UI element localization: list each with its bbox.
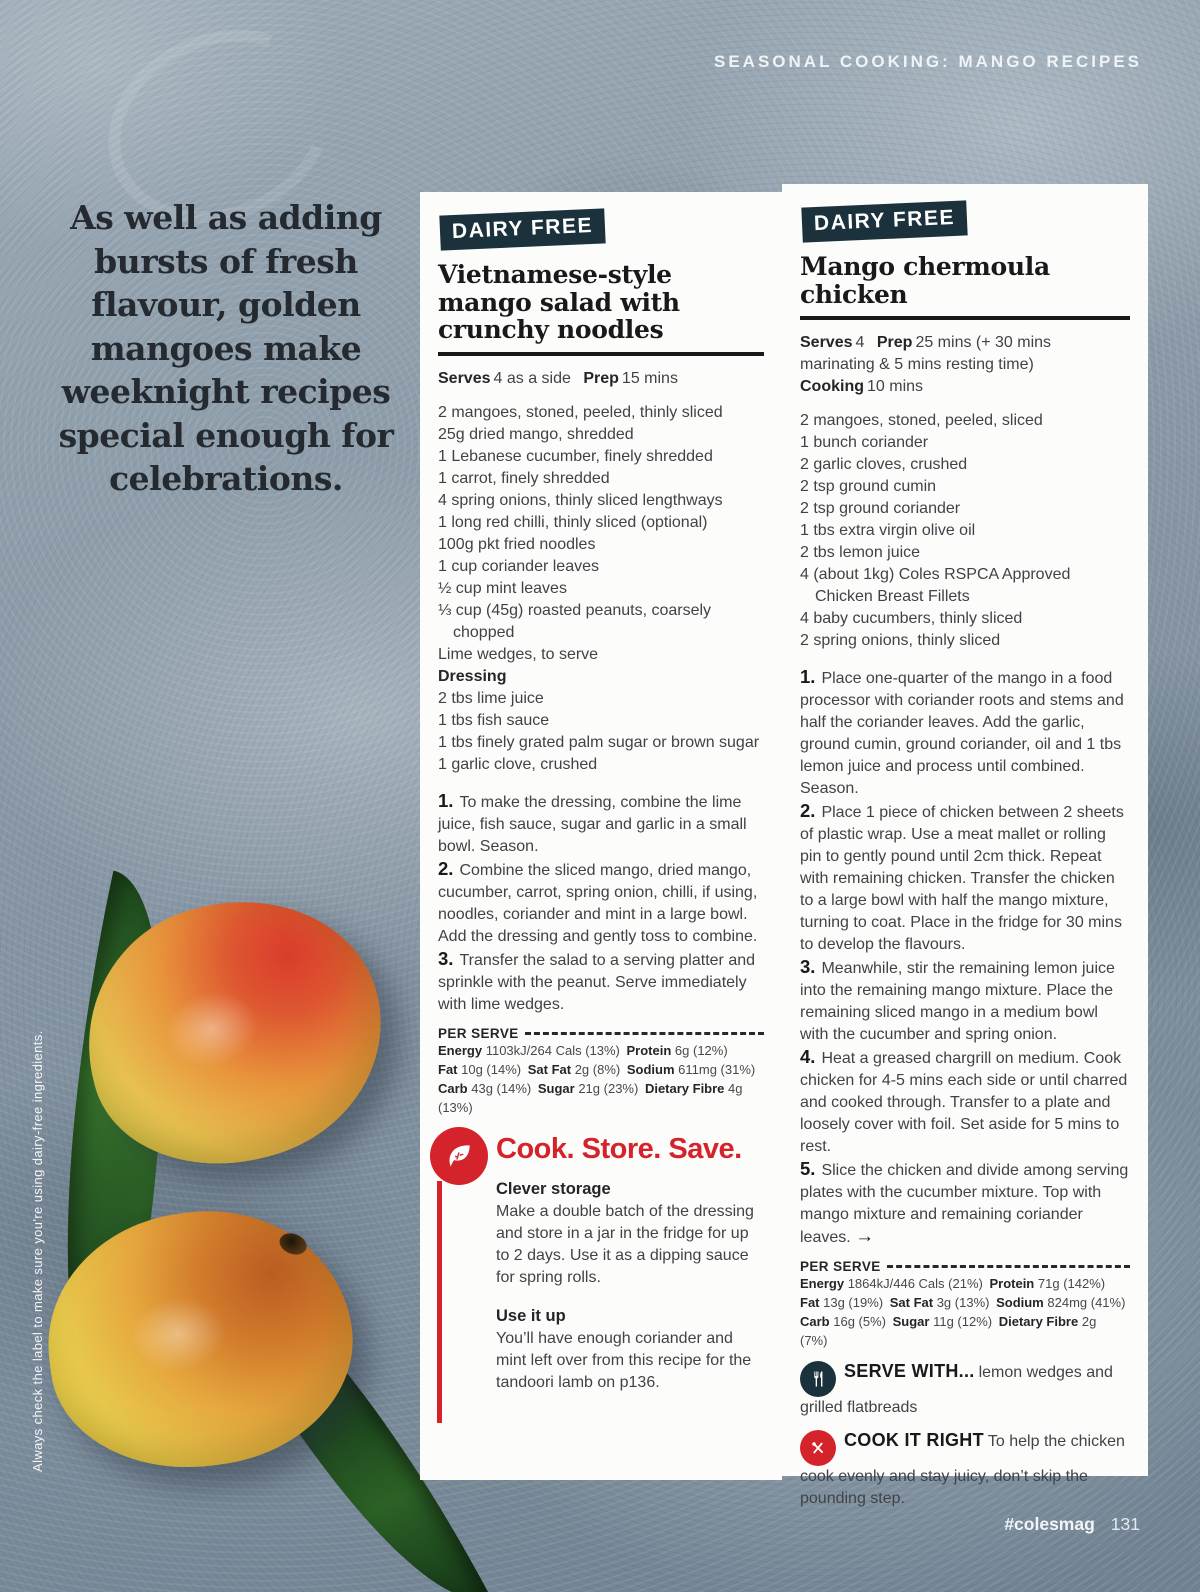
- ingredient: 1 cup coriander leaves: [438, 557, 599, 575]
- step-number: 2.: [800, 800, 816, 821]
- cook-it-right-label: COOK IT RIGHT: [844, 1430, 984, 1450]
- step-number: 4.: [800, 1046, 816, 1067]
- step-number: 3.: [438, 947, 454, 969]
- nutrient-label: Dietary Fibre: [644, 1080, 725, 1096]
- meta-label: Serves: [800, 334, 853, 351]
- nutrition-line: [438, 1041, 764, 1060]
- step-number: 5.: [800, 1158, 816, 1179]
- nutrient-value: 1864kJ/446 Cals (21%): [847, 1276, 983, 1291]
- meta-label: Prep: [583, 369, 619, 387]
- hashtag: #colesmag: [1004, 1514, 1095, 1534]
- nutrient-value: 13g (19%): [823, 1295, 884, 1310]
- section-kicker: SEASONAL COOKING: MANGO RECIPES: [714, 52, 1142, 71]
- mango-highlight: [140, 967, 284, 1092]
- ingredient: 2 mangoes, stoned, peeled, sliced: [800, 412, 1043, 429]
- ingredient: 2 tsp ground cumin: [800, 478, 937, 495]
- method-step: [800, 666, 1130, 800]
- recipe-meta: [438, 368, 764, 390]
- title-rule: [800, 316, 1130, 320]
- ingredient: 100g pkt fried noodles: [438, 535, 596, 553]
- meta-value: 15 mins: [621, 369, 678, 387]
- nutrient-label: Sodium: [626, 1061, 675, 1077]
- meta-value: 10 mins: [867, 378, 924, 395]
- recipe-card-chermoula-chicken: [782, 184, 1148, 1507]
- tip-body: Make a double batch of the dressing and store in a jar in the fridge for up to 2 days. Use it as a dipping sauce for spring rolls.: [496, 1202, 754, 1286]
- dashed-rule: [887, 1265, 1130, 1268]
- ingredient-subheading: Dressing: [438, 667, 507, 685]
- nutrient-label: Sugar: [892, 1314, 930, 1329]
- meta-value: 4: [855, 334, 865, 351]
- per-serve-label: PER SERVE: [800, 1259, 881, 1274]
- nutrient-value: 11g (12%): [933, 1314, 993, 1329]
- ingredient: ⅓ cup (45g) roasted peanuts, coarsely chopped: [438, 601, 712, 641]
- meta-label: Prep: [876, 334, 913, 351]
- title-rule: [438, 352, 764, 356]
- ingredient: 1 Lebanese cucumber, finely shredded: [438, 447, 713, 465]
- step-number: 2.: [438, 857, 454, 879]
- per-serve-heading: [438, 1026, 764, 1041]
- intro-text: As well as adding bursts of fresh flavour, golden mangoes make weeknight recipes special enough for celebrations.: [58, 198, 394, 499]
- ingredient: 4 (about 1kg) Coles RSPCA Approved Chicken Breast Fillets: [800, 566, 1071, 605]
- ingredient: 25g dried mango, shredded: [438, 425, 634, 443]
- nutrition-panel: [438, 1026, 764, 1117]
- page-number: 131: [1110, 1514, 1140, 1534]
- step-text: To make the dressing, combine the lime juice, fish sauce, sugar and garlic in a small bowl. Season.: [438, 793, 747, 855]
- nutrition-line: [800, 1274, 1130, 1293]
- nutrition-line: [438, 1060, 764, 1079]
- nutrient-value: 6g (12%): [674, 1042, 728, 1058]
- meta-value: 25 mins (+ 30 mins marinating & 5 mins resting time): [800, 334, 1052, 373]
- ingredient: 2 tsp ground coriander: [800, 500, 961, 517]
- serve-with-label: SERVE WITH...: [844, 1361, 975, 1381]
- per-serve-heading: [800, 1259, 1130, 1274]
- ingredient: 1 tbs finely grated palm sugar or brown sugar: [438, 733, 760, 751]
- clever-storage-section: [496, 1180, 764, 1289]
- ingredient: 2 tbs lemon juice: [800, 544, 921, 561]
- nutrient-label: Carb: [438, 1080, 468, 1096]
- crossed-utensils-icon: [800, 1430, 836, 1466]
- recipe-title: Vietnamese-style mango salad with crunchy noodles: [438, 260, 680, 344]
- step-text: Place one-quarter of the mango in a food processor with coriander roots and stems and half the coriander leaves. Add the garlic, ground cumin, ground coriander, oil and 1 tbs lemon juice and process until combined. Season.: [800, 670, 1124, 797]
- recipe-meta: [800, 332, 1130, 398]
- nutrient-value: 4g (13%): [438, 1080, 743, 1115]
- ingredient: 4 spring onions, thinly sliced lengthways: [438, 491, 723, 509]
- step-text: Transfer the salad to a serving platter and sprinkle with the peanut. Serve immediately with lime wedges.: [438, 951, 756, 1013]
- nutrition-panel: [800, 1259, 1130, 1350]
- mango-highlight: [109, 1278, 247, 1389]
- ingredient: 1 carrot, finely shredded: [438, 469, 610, 487]
- page-footer: [1004, 1514, 1140, 1535]
- serve-with-note: [800, 1360, 1130, 1419]
- nutrient-value: 1103kJ/264 Cals (13%): [485, 1042, 620, 1058]
- ingredient: 2 tbs lime juice: [438, 689, 544, 707]
- meta-label: Cooking: [800, 378, 864, 395]
- recipe-title: Mango chermoula chicken: [800, 252, 1050, 309]
- step-text: Place 1 piece of chicken between 2 sheets of plastic wrap. Use a meat mallet or rolling pin to gently pound until 2cm thick. Repeat with remaining chicken. Transfer the chicken to a large bowl with half the mango mixture, turning to coat. Place in the fridge for 30 mins to develop the flavours.: [800, 804, 1124, 953]
- ingredient: 4 baby cucumbers, thinly sliced: [800, 610, 1023, 627]
- cook-store-save-title: Cook. Store. Save.: [496, 1132, 742, 1165]
- step-text: Meanwhile, stir the remaining lemon juice into the remaining mango mixture. Place the remaining sliced mango in a medium bowl with the cucumber and spring onion.: [800, 960, 1115, 1043]
- nutrition-line: [800, 1293, 1130, 1312]
- ingredient: ½ cup mint leaves: [438, 579, 567, 597]
- method-steps: [438, 790, 764, 1016]
- cook-it-right-note: [800, 1429, 1130, 1510]
- cook-it-right-text: To help the chicken cook evenly and stay juicy, don’t skip the pounding step.: [800, 1433, 1125, 1507]
- leaf-icon-glyph: [442, 1139, 476, 1173]
- nutrient-value: 611mg (31%): [678, 1061, 756, 1077]
- nutrient-label: Energy: [800, 1276, 845, 1291]
- fork-knife-glyph: [808, 1369, 828, 1389]
- red-stem-rule: [437, 1181, 442, 1423]
- nutrient-label: Fat: [438, 1061, 458, 1077]
- nutrient-value: 824mg (41%): [1047, 1295, 1126, 1310]
- ingredient-list: [800, 410, 1130, 652]
- ingredient: 1 tbs fish sauce: [438, 711, 550, 729]
- method-step: [438, 790, 764, 858]
- continues-arrow-icon: →: [855, 1226, 875, 1247]
- nutrient-value: 21g (23%): [578, 1080, 639, 1096]
- ingredient: 2 spring onions, thinly sliced: [800, 632, 1001, 649]
- step-text: Combine the sliced mango, dried mango, cucumber, carrot, spring onion, chilli, if using, noodles, coriander and mint in a large bowl. Add the dressing and gently toss to combine.: [438, 861, 758, 945]
- method-steps: [800, 666, 1130, 1249]
- dairy-free-disclaimer: Always check the label to make sure you're using dairy-free ingredients.: [30, 1030, 45, 1472]
- serve-with-text: lemon wedges and grilled flatbreads: [800, 1364, 1113, 1416]
- nutrient-value: 2g (7%): [800, 1314, 1097, 1348]
- meta-value: 4 as a side: [493, 369, 571, 387]
- ingredient: 1 long red chilli, thinly sliced (optional): [438, 513, 708, 531]
- method-step: [438, 948, 764, 1016]
- method-step: [800, 1158, 1130, 1249]
- cook-store-save-block: [438, 1133, 764, 1394]
- nutrient-label: Sodium: [996, 1295, 1044, 1310]
- mango-stem: [276, 1230, 309, 1259]
- nutrient-value: 10g (14%): [461, 1061, 522, 1077]
- tip-heading: Use it up: [496, 1306, 566, 1325]
- nutrient-label: Sat Fat: [889, 1295, 934, 1310]
- method-step: [800, 1046, 1130, 1158]
- leaf-icon: [430, 1127, 488, 1185]
- step-number: 1.: [800, 666, 816, 687]
- ingredient: 2 mangoes, stoned, peeled, thinly sliced: [438, 403, 723, 421]
- ingredient: 1 tbs extra virgin olive oil: [800, 522, 976, 539]
- method-step: [800, 800, 1130, 956]
- nutrient-label: Sugar: [537, 1080, 575, 1096]
- meta-label: Serves: [438, 369, 491, 387]
- ingredient-list: [438, 402, 764, 776]
- ingredient: Lime wedges, to serve: [438, 645, 599, 663]
- use-it-up-section: [496, 1307, 764, 1394]
- step-number: 1.: [438, 789, 454, 811]
- nutrient-value: 3g (13%): [936, 1295, 990, 1310]
- step-text: Slice the chicken and divide among serving plates with the cucumber mixture. Top with mango mixture and remaining coriander leaves.: [800, 1162, 1129, 1246]
- nutrient-label: Dietary Fibre: [998, 1314, 1079, 1329]
- tip-heading: Clever storage: [496, 1179, 611, 1198]
- nutrient-value: 16g (5%): [833, 1314, 886, 1329]
- tip-body: You’ll have enough coriander and mint left over from this recipe for the tandoori lamb on p136.: [496, 1329, 752, 1391]
- method-step: [438, 858, 764, 948]
- nutrition-line: [438, 1079, 764, 1117]
- nutrient-label: Protein: [989, 1276, 1035, 1291]
- nutrient-label: Protein: [626, 1042, 672, 1058]
- nutrient-value: 43g (14%): [471, 1080, 532, 1096]
- nutrient-value: 2g (8%): [574, 1061, 621, 1077]
- nutrient-label: Sat Fat: [527, 1061, 572, 1077]
- per-serve-label: PER SERVE: [438, 1025, 519, 1041]
- step-text: Heat a greased chargrill on medium. Cook chicken for 4-5 mins each side or until charred and cooked through. Transfer to a plate and loosely cover with foil. Set aside for 5 mins to rest.: [800, 1050, 1128, 1155]
- ingredient: 2 garlic cloves, crushed: [800, 456, 968, 473]
- ingredient: 1 garlic clove, crushed: [438, 755, 598, 773]
- dashed-rule: [525, 1032, 764, 1035]
- nutrient-value: 71g (142%): [1037, 1276, 1106, 1291]
- nutrient-label: Energy: [438, 1042, 483, 1058]
- dairy-free-badge: DAIRY FREE: [801, 200, 967, 242]
- nutrient-label: Carb: [800, 1314, 830, 1329]
- dairy-free-badge: DAIRY FREE: [439, 208, 605, 250]
- ingredient: 1 bunch coriander: [800, 434, 929, 451]
- method-step: [800, 956, 1130, 1046]
- fork-knife-icon: [800, 1361, 836, 1397]
- recipe-card-mango-salad: [420, 192, 782, 1480]
- nutrition-line: [800, 1312, 1130, 1350]
- step-number: 3.: [800, 956, 816, 977]
- nutrient-label: Fat: [800, 1295, 820, 1310]
- crossed-utensils-glyph: [808, 1438, 828, 1458]
